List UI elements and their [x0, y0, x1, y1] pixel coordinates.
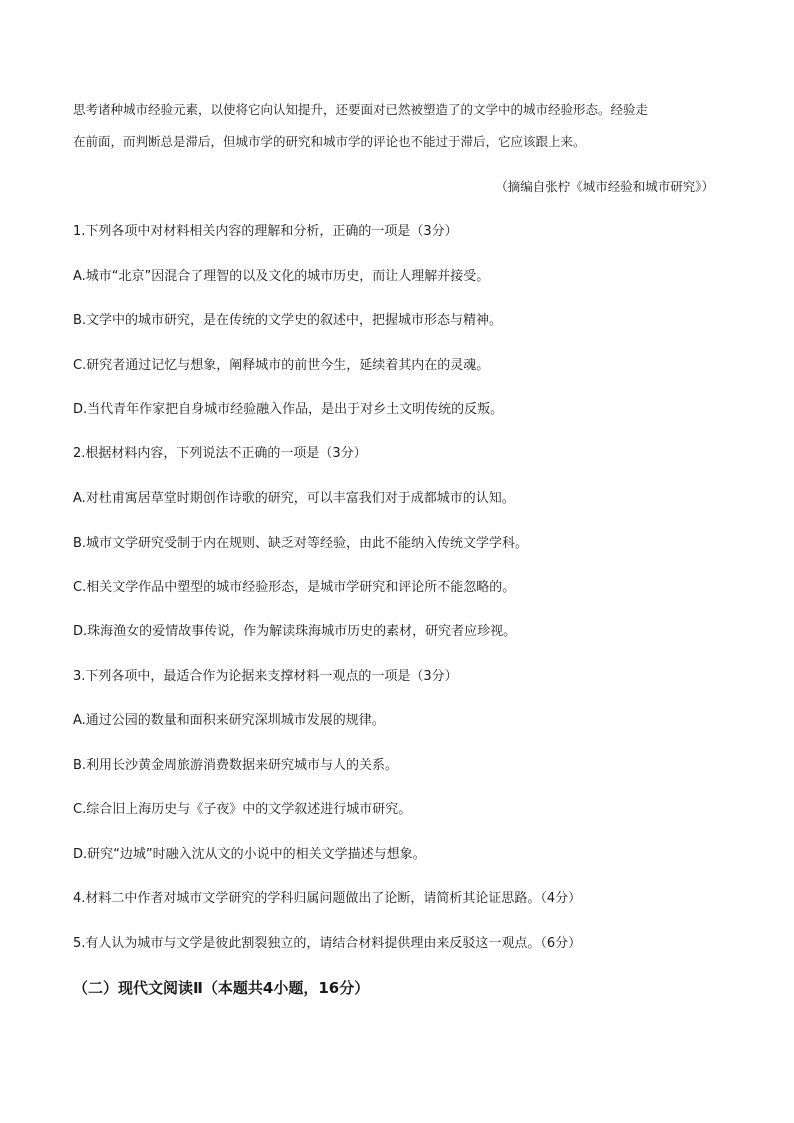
question-2-option-b: B.城市文学研究受制于内在规则、缺乏对等经验，由此不能纳入传统文学学科。: [73, 536, 529, 551]
question-1-option-a: A.城市“北京”因混合了理智的以及文化的城市历史，而让人理解并接受。: [73, 269, 490, 284]
passage-line-1: 思考诸种城市经验元素，以使将它向认知提升，还要面对已然被塑造了的文学中的城市经验形态。经验走: [73, 102, 649, 117]
question-3-option-a: A.通过公园的数量和面积来研究深圳城市发展的规律。: [73, 713, 385, 728]
question-3-stem: 3.下列各项中，最适合作为论据来支撑材料一观点的一项是（3分）: [73, 669, 458, 684]
question-4-stem: 4.材料二中作者对城市文学研究的学科归属问题做出了论断，请简析其论证思路。（4分）: [73, 891, 582, 906]
question-3-option-d: D.研究“边城”时融入沈从文的小说中的相关文学描述与想象。: [73, 847, 426, 862]
passage-line-2: 在前面，而判断总是滞后，但城市学的研究和城市学的评论也不能过于滞后，它应该跟上来。: [73, 134, 586, 149]
question-3-option-c: C.综合旧上海历史与《子夜》中的文学叙述进行城市研究。: [73, 802, 412, 817]
question-2-option-d: D.珠海渔女的爱情故事传说，作为解读珠海城市历史的素材，研究者应珍视。: [73, 624, 517, 639]
section-heading: （二）现代文阅读Ⅱ（本题共4小题，16分）: [73, 979, 370, 997]
question-2-stem: 2.根据材料内容，下列说法不正确的一项是（3分）: [73, 446, 367, 461]
question-2-option-a: A.对杜甫寓居草堂时期创作诗歌的研究，可以丰富我们对于成都城市的认知。: [73, 491, 515, 506]
question-5-stem: 5.有人认为城市与文学是彼此割裂独立的，请结合材料提供理由来反驳这一观点。（6分）: [73, 936, 582, 951]
question-1-stem: 1.下列各项中对材料相关内容的理解和分析，正确的一项是（3分）: [73, 224, 458, 239]
question-1-option-b: B.文学中的城市研究，是在传统的文学史的叙述中，把握城市形态与精神。: [73, 313, 503, 328]
question-1-option-d: D.当代青年作家把自身城市经验融入作品，是出于对乡土文明传统的反叛。: [73, 402, 504, 417]
passage-source: （摘编自张柠《城市经验和城市研究》）: [495, 179, 714, 194]
question-1-option-c: C.研究者通过记忆与想象，阐释城市的前世今生，延续着其内在的灵魂。: [73, 358, 490, 373]
question-3-option-b: B.利用长沙黄金周旅游消费数据来研究城市与人的关系。: [73, 758, 399, 773]
question-2-option-c: C.相关文学作品中塑型的城市经验形态，是城市学研究和评论所不能忽略的。: [73, 580, 516, 595]
